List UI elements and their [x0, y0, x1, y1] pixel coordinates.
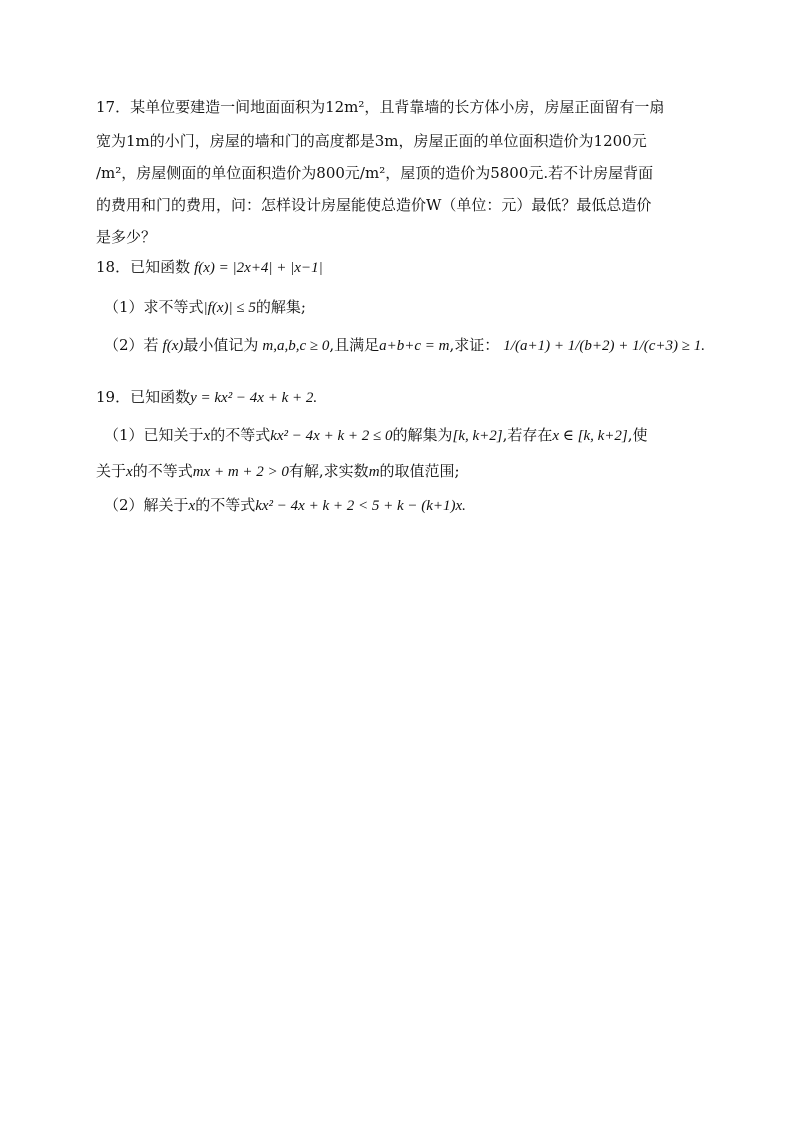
- q19-part1-e: ,使: [627, 426, 648, 444]
- q18-stem-formula: f(x) = |2x+4| + |x−1|: [194, 260, 323, 276]
- q19-part1-member: x ∈ [k, k+2]: [552, 428, 628, 444]
- q17-line-2: [96, 134, 647, 149]
- q19-part1-line2-m: m: [368, 464, 380, 480]
- q19-part2-b: 的不等式: [195, 496, 256, 514]
- q19-part-2: [104, 498, 466, 514]
- q19-part-1-line-2: [96, 464, 460, 480]
- q19-part1-inequality: kx² − 4x + k + 2 ≤ 0: [270, 428, 393, 444]
- q19-part1-line2-d: 的取值范围;: [379, 462, 460, 480]
- q18-part2-mid2: ,且满足: [329, 336, 380, 354]
- q17-line-1: [96, 100, 664, 115]
- q18-part-2: [104, 338, 705, 354]
- q19-part1-line2-c: 有解,求实数: [288, 462, 369, 480]
- q19-part1-d: ,若存在: [502, 426, 553, 444]
- q17-line-2-text: 宽为1m的小门，房屋的墙和门的高度都是3m，房屋正面的单位面积造价为1200元: [96, 132, 647, 150]
- q18-part-1: [104, 300, 306, 316]
- q19-part2-x: x: [188, 498, 196, 514]
- q18-part2-mid3: ,求证：: [449, 336, 500, 354]
- q19-part-1-line-1: [104, 428, 648, 444]
- q19-part2-inequality: kx² − 4x + k + 2 < 5 + k − (k+1)x.: [255, 498, 466, 514]
- q18-part1-suffix: 的解集;: [255, 298, 306, 316]
- q19-stem-prefix: 19．已知函数: [96, 388, 191, 406]
- q17-line-5-text: 是多少？: [96, 228, 157, 246]
- q18-part2-vars: m,a,b,c ≥ 0: [262, 338, 330, 354]
- q19-part1-x: x: [203, 428, 211, 444]
- q18-stem: [96, 260, 323, 276]
- q19-part1-b: 的不等式: [210, 426, 271, 444]
- q18-stem-prefix: 18．已知函数: [96, 258, 191, 276]
- q19-part1-a: （1）已知关于: [104, 426, 204, 444]
- q19-part1-line2-b: 的不等式: [132, 462, 193, 480]
- q17-line-3-text: /m²，房屋侧面的单位面积造价为800元/m²，屋顶的造价为5800元.若不计房屋背面: [96, 164, 654, 182]
- q17-line-4: [96, 198, 651, 213]
- q18-part2-mid: 最小值记为: [183, 336, 259, 354]
- q18-part1-formula: |f(x)| ≤ 5: [203, 300, 256, 316]
- q17-line-1-text: 17．某单位要建造一间地面面积为12m²，且背靠墙的长方体小房，房屋正面留有一扇: [96, 98, 665, 116]
- q18-part2-fx: f(x): [162, 338, 184, 354]
- q19-part1-line2-x: x: [126, 464, 133, 480]
- q19-part1-c: 的解集为: [392, 426, 453, 444]
- q18-part1-prefix: （1）求不等式: [104, 298, 204, 316]
- q19-part2-a: （2）解关于: [104, 496, 189, 514]
- q17-line-4-text: 的费用和门的费用，问：怎样设计房屋能使总造价W（单位：元）最低？最低总造价: [96, 196, 652, 214]
- q19-part1-line2-inequality: mx + m + 2 > 0: [192, 464, 289, 480]
- q18-part2-cond: a+b+c = m: [379, 338, 450, 354]
- q19-stem-formula: y = kx² − 4x + k + 2.: [190, 390, 318, 406]
- q19-part1-set: [k, k+2]: [452, 428, 503, 444]
- q17-line-5: [96, 230, 156, 245]
- q18-part2-prefix: （2）若: [104, 336, 159, 354]
- q19-part1-line2-a: 关于: [96, 462, 127, 480]
- q19-stem: [96, 390, 317, 406]
- q18-part2-inequality: 1/(a+1) + 1/(b+2) + 1/(c+3) ≥ 1.: [503, 338, 706, 354]
- q17-line-3: [96, 166, 653, 181]
